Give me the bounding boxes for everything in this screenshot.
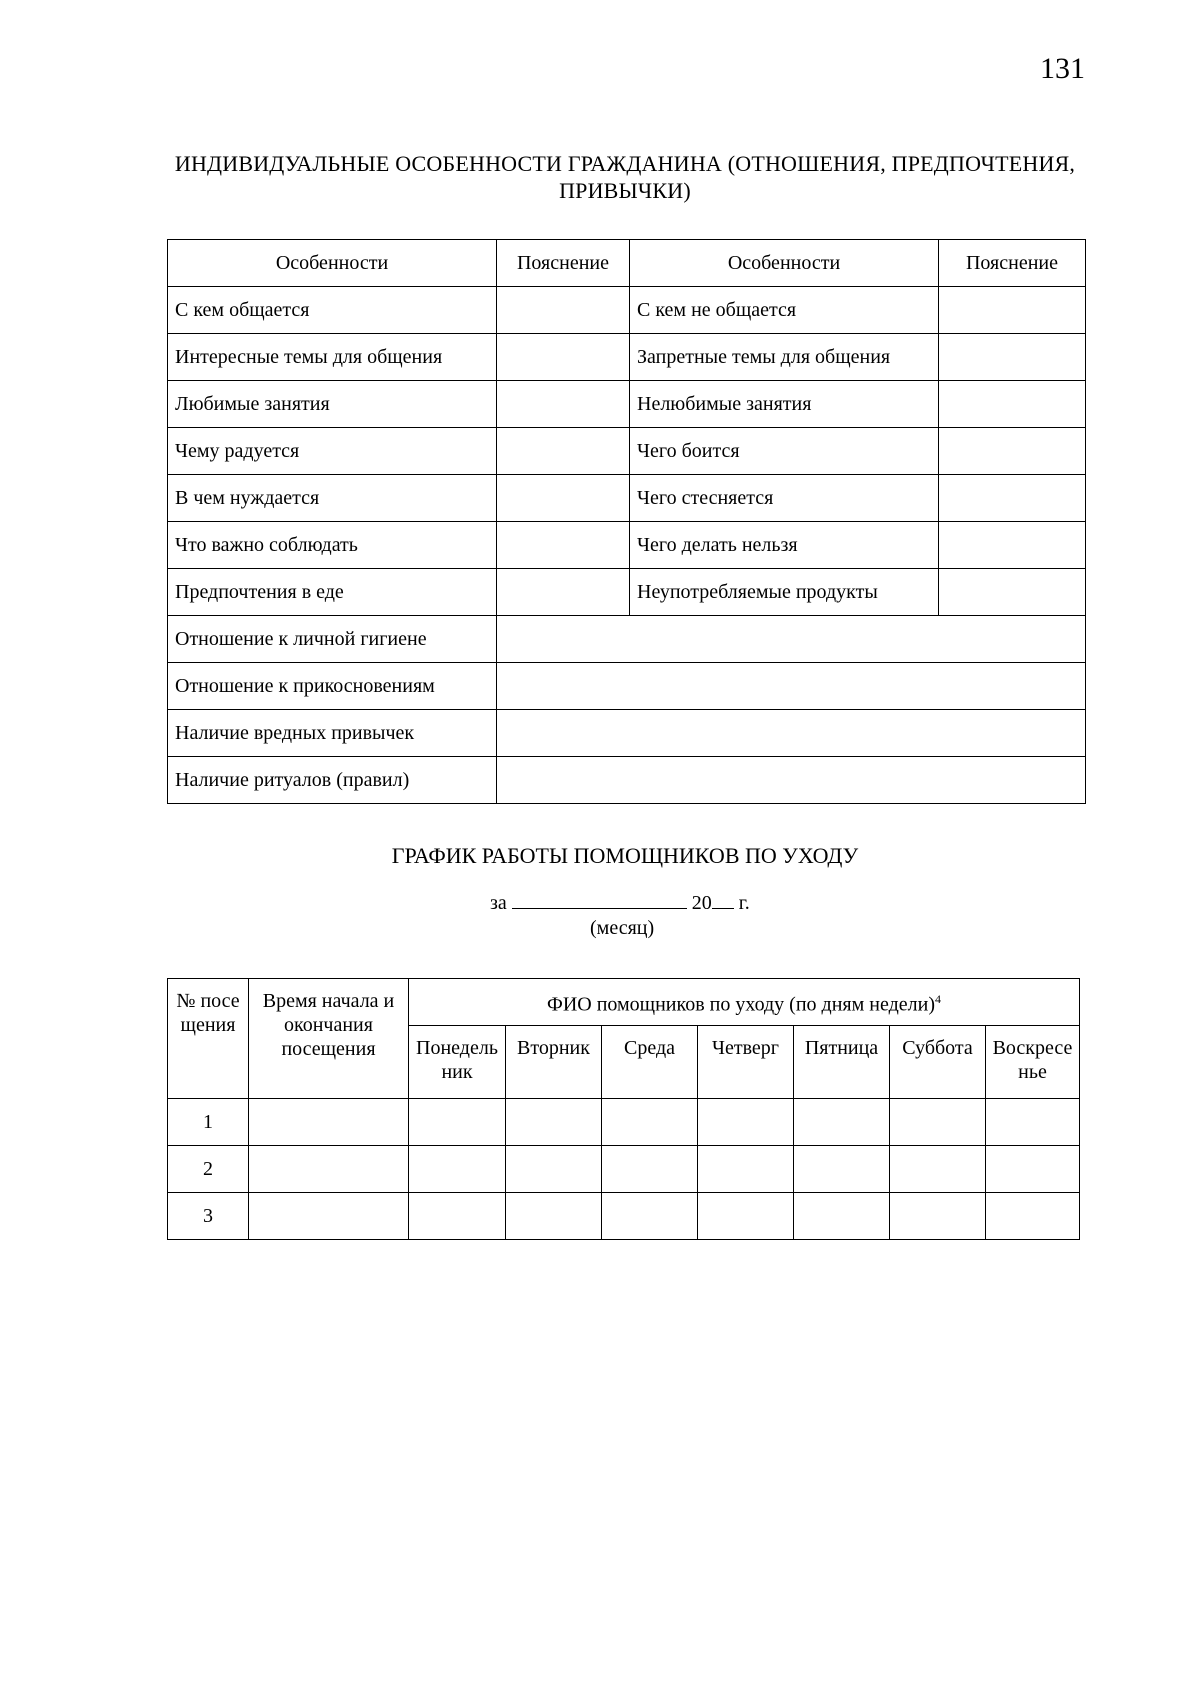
schedule-table xyxy=(167,978,1080,1240)
schedule-cell xyxy=(506,1099,602,1146)
features-row xyxy=(168,757,1086,804)
feature-label: Что важно соблюдать xyxy=(168,522,497,569)
explanation-cell xyxy=(497,475,630,522)
feature-label: Чего стесняется xyxy=(630,475,939,522)
col-header-assistants xyxy=(409,979,1080,1026)
explanation-cell xyxy=(497,287,630,334)
feature-label: Интересные темы для общения xyxy=(168,334,497,381)
col-header-day: Воскресенье xyxy=(986,1026,1080,1099)
col-header-assistants-label: ФИО помощников по уходу (по дням недели) xyxy=(547,993,935,1016)
header-explanation: Пояснение xyxy=(939,240,1086,287)
feature-label: Наличие ритуалов (правил) xyxy=(168,757,497,804)
explanation-cell xyxy=(939,475,1086,522)
col-header-day: Понедельник xyxy=(409,1026,506,1099)
explanation-cell xyxy=(497,522,630,569)
features-row xyxy=(168,428,1086,475)
schedule-cell xyxy=(506,1193,602,1240)
schedule-cell xyxy=(249,1193,409,1240)
feature-label: С кем общается xyxy=(168,287,497,334)
period-suffix: г. xyxy=(738,892,750,914)
header-features: Особенности xyxy=(168,240,497,287)
schedule-cell xyxy=(698,1146,794,1193)
schedule-cell xyxy=(890,1193,986,1240)
feature-label: Чему радуется xyxy=(168,428,497,475)
feature-label: Нелюбимые занятия xyxy=(630,381,939,428)
features-row xyxy=(168,522,1086,569)
schedule-cell xyxy=(986,1146,1080,1193)
explanation-cell xyxy=(497,569,630,616)
section-title-individual-features: ИНДИВИДУАЛЬНЫЕ ОСОБЕННОСТИ ГРАЖДАНИНА (ОТНОШЕНИЯ, ПРЕДПОЧТЕНИЯ, ПРИВЫЧКИ) xyxy=(174,151,1076,203)
feature-label: Запретные темы для общения xyxy=(630,334,939,381)
feature-label: Отношение к личной гигиене xyxy=(168,616,497,663)
col-header-day: Четверг xyxy=(698,1026,794,1099)
features-row xyxy=(168,475,1086,522)
col-header-day: Среда xyxy=(602,1026,698,1099)
header-explanation: Пояснение xyxy=(497,240,630,287)
schedule-cell xyxy=(602,1193,698,1240)
feature-label: Неупотребляемые продукты xyxy=(630,569,939,616)
schedule-row xyxy=(168,1193,1080,1240)
schedule-cell xyxy=(698,1193,794,1240)
schedule-row xyxy=(168,1146,1080,1193)
col-header-time: Время начала и окончания посещения xyxy=(249,979,409,1099)
explanation-cell xyxy=(497,710,1086,757)
schedule-cell xyxy=(698,1099,794,1146)
schedule-cell xyxy=(890,1099,986,1146)
explanation-cell xyxy=(939,334,1086,381)
feature-label: Чего боится xyxy=(630,428,939,475)
visit-number: 2 xyxy=(168,1146,249,1193)
schedule-cell xyxy=(409,1146,506,1193)
schedule-cell xyxy=(249,1146,409,1193)
explanation-cell xyxy=(497,381,630,428)
visit-number: 3 xyxy=(168,1193,249,1240)
period-line xyxy=(490,890,750,915)
year-blank xyxy=(712,890,734,909)
col-header-day: Суббота xyxy=(890,1026,986,1099)
schedule-cell xyxy=(794,1099,890,1146)
explanation-cell xyxy=(939,569,1086,616)
feature-label: Предпочтения в еде xyxy=(168,569,497,616)
features-row xyxy=(168,287,1086,334)
month-blank xyxy=(512,890,687,909)
explanation-cell xyxy=(939,287,1086,334)
schedule-cell xyxy=(986,1099,1080,1146)
page-number: 131 xyxy=(1040,52,1085,85)
schedule-cell xyxy=(794,1146,890,1193)
explanation-cell xyxy=(939,381,1086,428)
explanation-cell xyxy=(939,522,1086,569)
schedule-cell xyxy=(794,1193,890,1240)
col-header-day: Вторник xyxy=(506,1026,602,1099)
col-header-number: № посещения xyxy=(168,979,249,1099)
feature-label: В чем нуждается xyxy=(168,475,497,522)
feature-label: Любимые занятия xyxy=(168,381,497,428)
feature-label: Отношение к прикосновениям xyxy=(168,663,497,710)
features-header-row xyxy=(168,240,1086,287)
period-prefix: за xyxy=(490,892,507,914)
explanation-cell xyxy=(939,428,1086,475)
header-features: Особенности xyxy=(630,240,939,287)
feature-label: С кем не общается xyxy=(630,287,939,334)
explanation-cell xyxy=(497,334,630,381)
schedule-row xyxy=(168,1099,1080,1146)
features-row xyxy=(168,569,1086,616)
schedule-cell xyxy=(986,1193,1080,1240)
features-row xyxy=(168,616,1086,663)
explanation-cell xyxy=(497,757,1086,804)
features-row xyxy=(168,381,1086,428)
schedule-cell xyxy=(890,1146,986,1193)
features-table xyxy=(167,239,1086,804)
col-header-day: Пятница xyxy=(794,1026,890,1099)
schedule-cell xyxy=(506,1146,602,1193)
period-year: 20 xyxy=(691,892,712,914)
features-row xyxy=(168,663,1086,710)
features-row xyxy=(168,334,1086,381)
features-row xyxy=(168,710,1086,757)
feature-label: Чего делать нельзя xyxy=(630,522,939,569)
visit-number: 1 xyxy=(168,1099,249,1146)
explanation-cell xyxy=(497,663,1086,710)
explanation-cell xyxy=(497,428,630,475)
schedule-cell xyxy=(409,1193,506,1240)
footnote-marker: 4 xyxy=(934,992,941,1007)
month-label: (месяц) xyxy=(590,917,655,939)
schedule-cell xyxy=(409,1099,506,1146)
explanation-cell xyxy=(497,616,1086,663)
feature-label: Наличие вредных привычек xyxy=(168,710,497,757)
schedule-cell xyxy=(602,1099,698,1146)
schedule-cell xyxy=(602,1146,698,1193)
section-title-schedule: ГРАФИК РАБОТЫ ПОМОЩНИКОВ ПО УХОДУ xyxy=(391,843,859,868)
schedule-cell xyxy=(249,1099,409,1146)
